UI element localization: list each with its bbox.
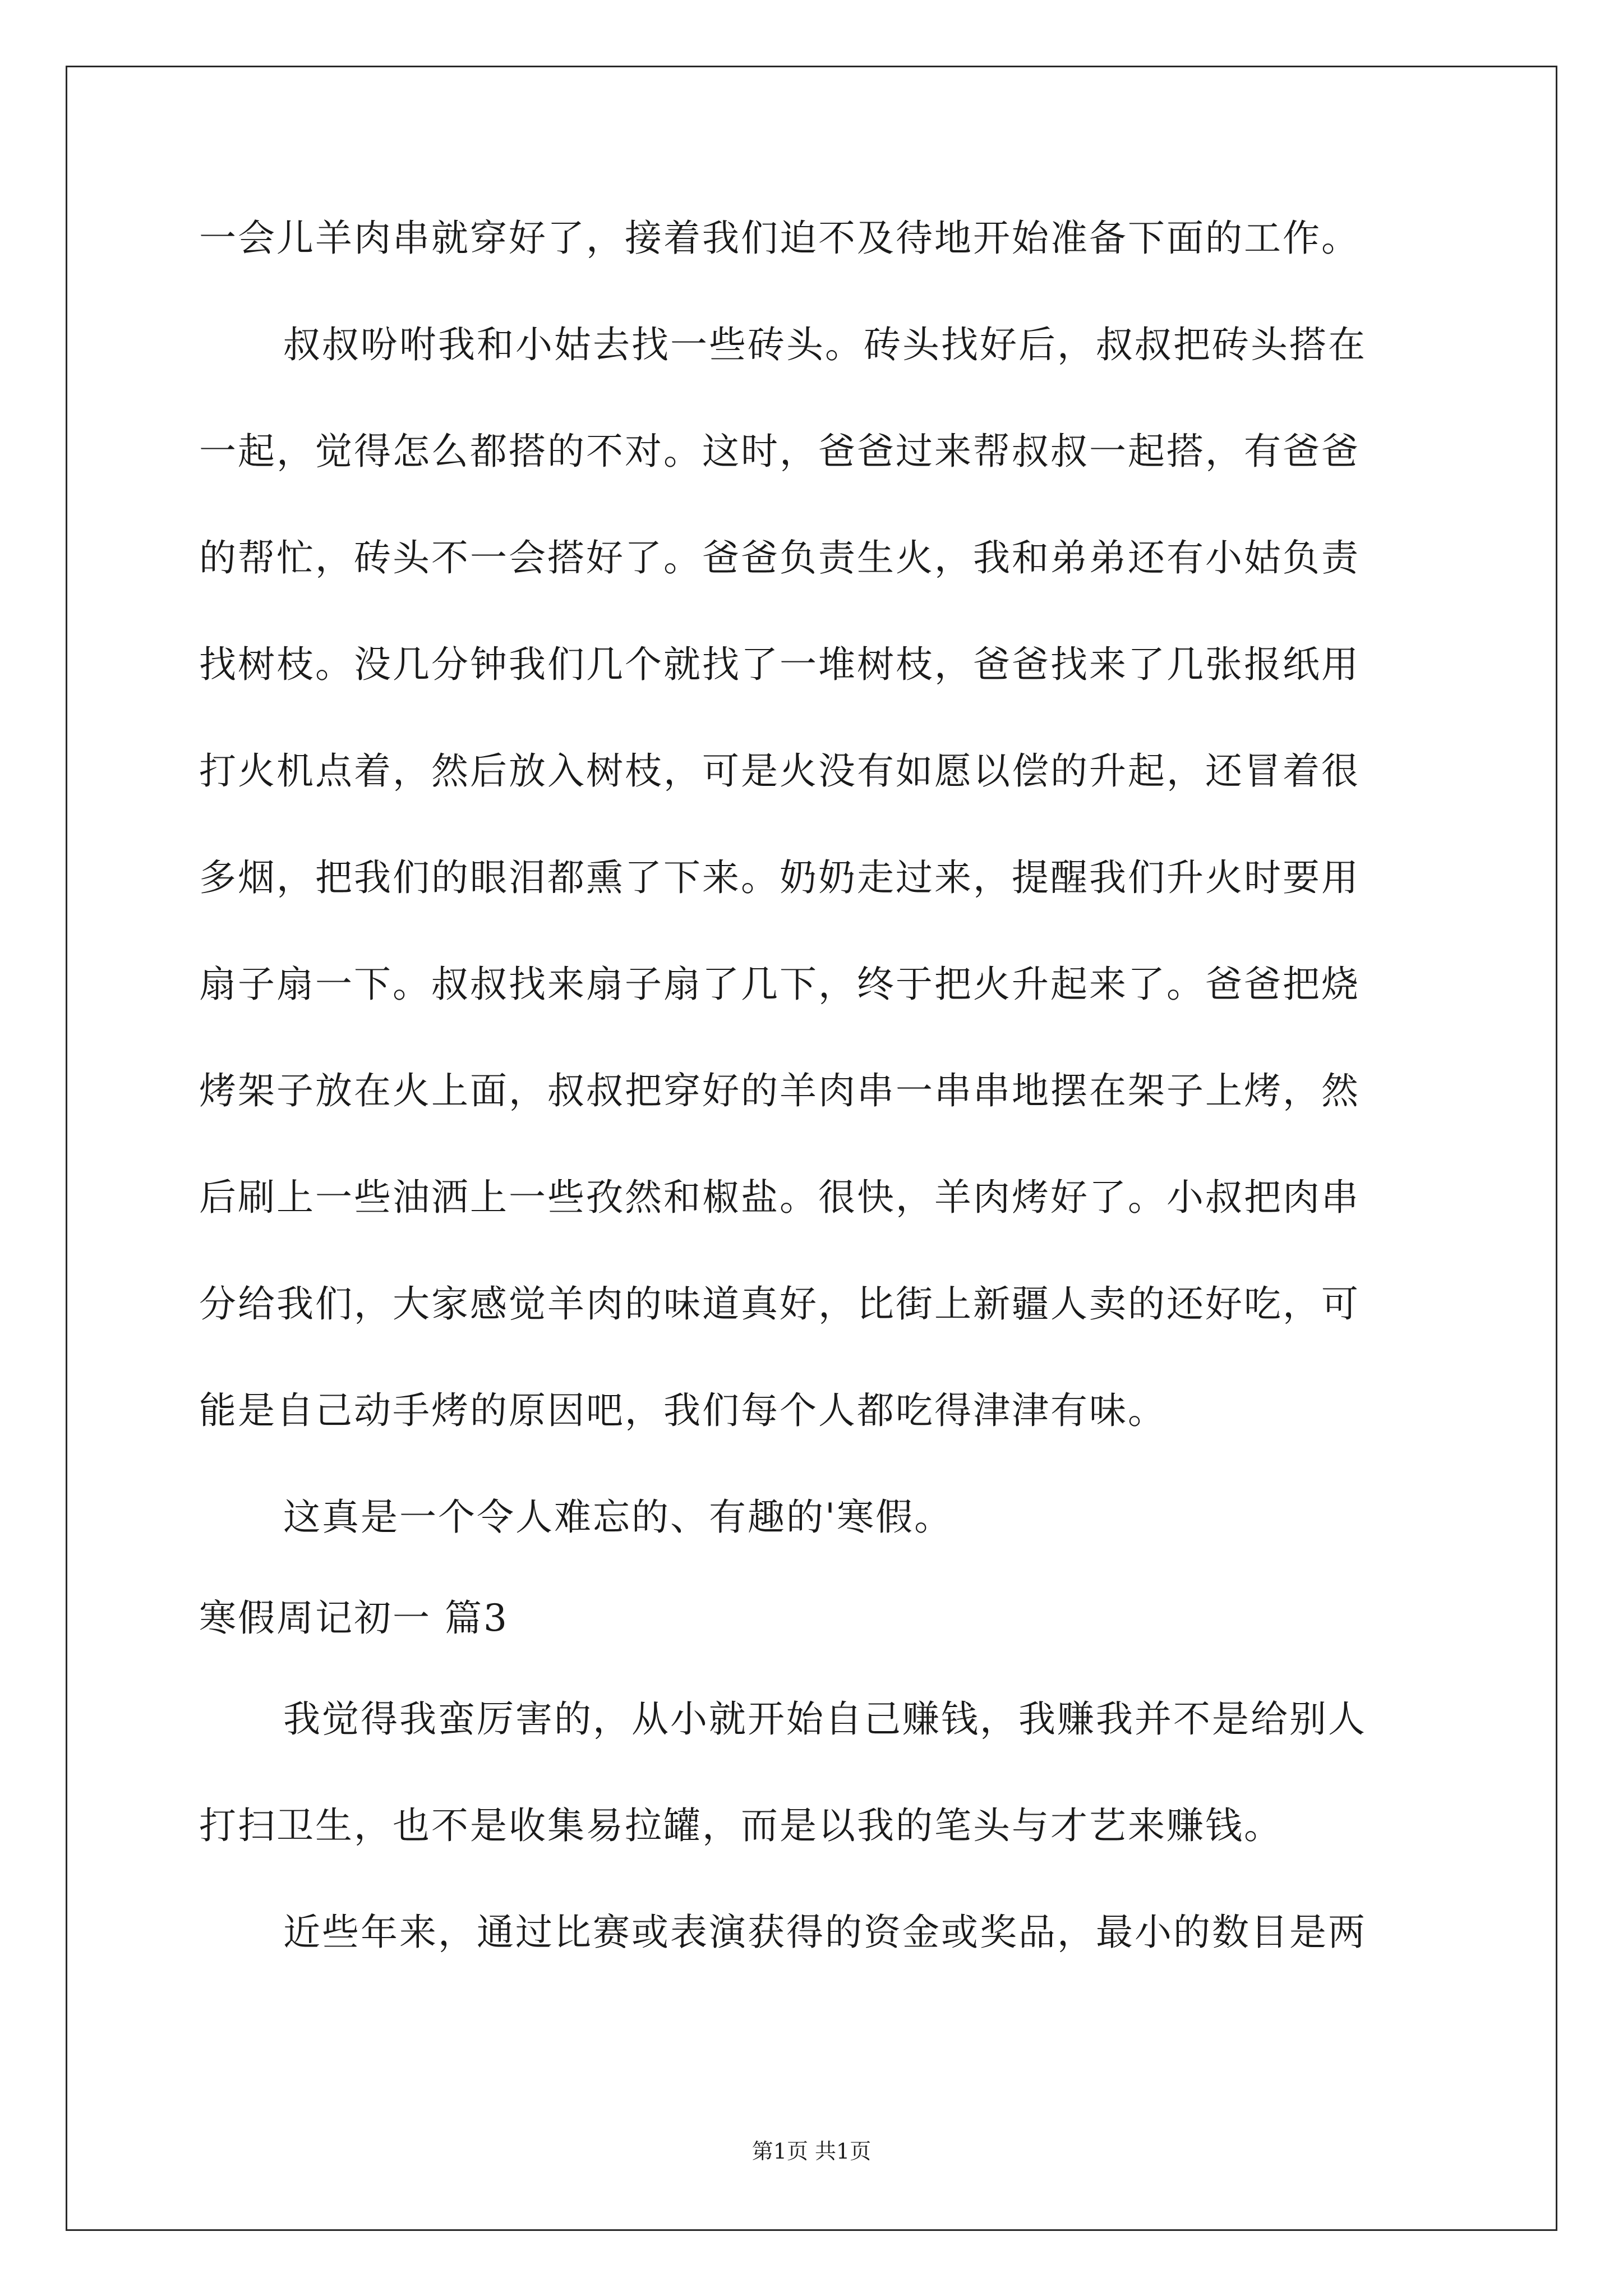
- text-line: 分给我们，大家感觉羊肉的味道真好，比街上新疆人卖的还好吃，可: [199, 1282, 1360, 1326]
- text-line: 一会儿羊肉串就穿好了，接着我们迫不及待地开始准备下面的工作。: [199, 217, 1360, 260]
- paragraph-start: 这真是一个令人难忘的、有趣的'寒假。: [283, 1496, 953, 1539]
- paragraph-start: 我觉得我蛮厉害的，从小就开始自己赚钱，我赚我并不是给别人: [283, 1697, 1367, 1741]
- paragraph-start: 近些年来，通过比赛或表演获得的资金或奖品，最小的数目是两: [283, 1911, 1367, 1954]
- section-heading: 寒假周记初一 篇3: [199, 1596, 509, 1640]
- text-line: 找树枝。没几分钟我们几个就找了一堆树枝，爸爸找来了几张报纸用: [199, 643, 1360, 686]
- text-line: 的帮忙，砖头不一会搭好了。爸爸负责生火，我和弟弟还有小姑负责: [199, 536, 1360, 579]
- text-line: 打扫卫生，也不是收集易拉罐，而是以我的笔头与才艺来赚钱。: [199, 1804, 1283, 1847]
- text-line: 能是自己动手烤的原因吧，我们每个人都吃得津津有味。: [199, 1389, 1166, 1432]
- text-line: 烤架子放在火上面，叔叔把穿好的羊肉串一串串地摆在架子上烤，然: [199, 1069, 1360, 1112]
- text-line: 打火机点着，然后放入树枝，可是火没有如愿以偿的升起，还冒着很: [199, 749, 1360, 793]
- text-line: 一起，觉得怎么都搭的不对。这时，爸爸过来帮叔叔一起搭，有爸爸: [199, 430, 1360, 473]
- page-border: [66, 66, 1557, 2231]
- text-line: 后刷上一些油洒上一些孜然和椒盐。很快，羊肉烤好了。小叔把肉串: [199, 1176, 1360, 1219]
- text-line: 扇子扇一下。叔叔找来扇子扇了几下，终于把火升起来了。爸爸把烧: [199, 963, 1360, 1006]
- page-footer: 第1页 共1页: [751, 2139, 872, 2164]
- text-line: 多烟，把我们的眼泪都熏了下来。奶奶走过来，提醒我们升火时要用: [199, 856, 1360, 899]
- paragraph-start: 叔叔吩咐我和小姑去找一些砖头。砖头找好后，叔叔把砖头搭在: [283, 323, 1367, 366]
